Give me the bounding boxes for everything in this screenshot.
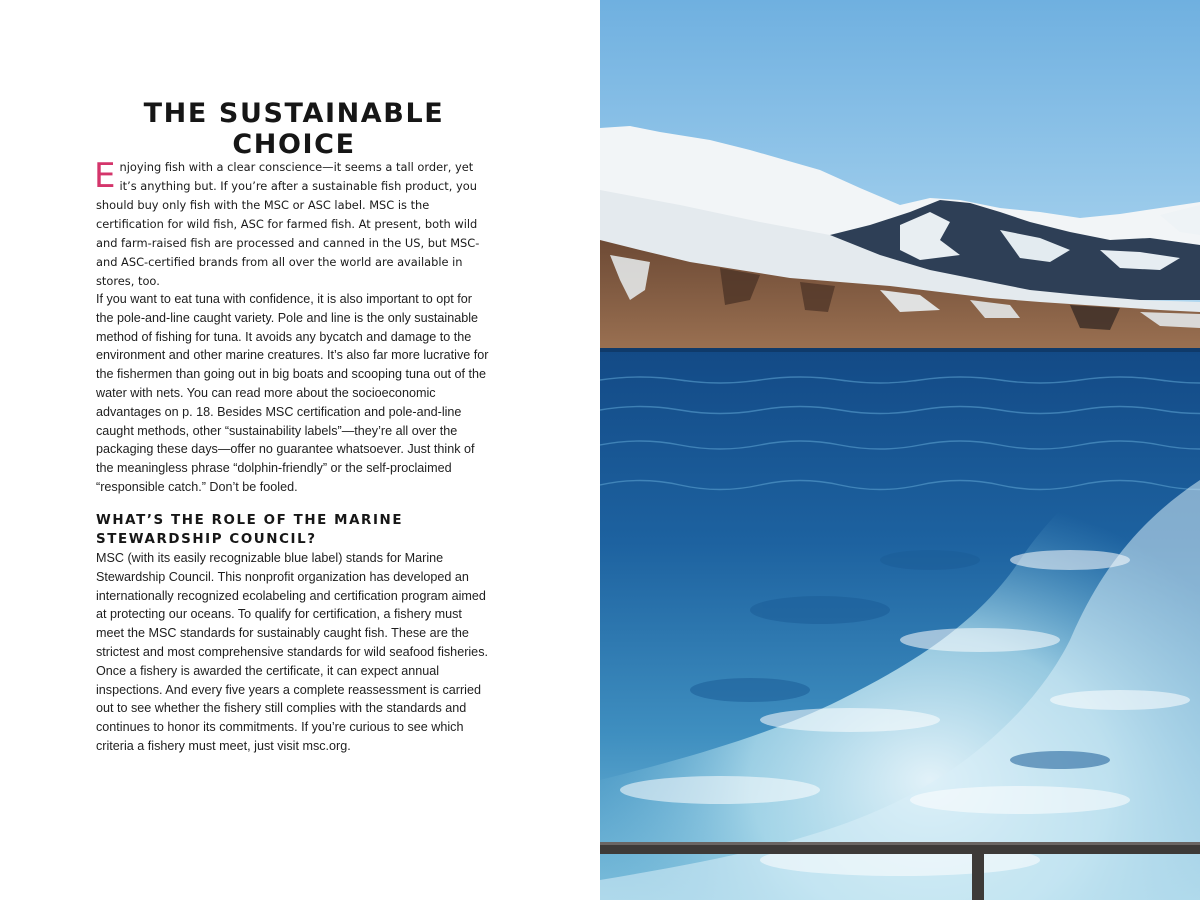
body-paragraph-pole-and-line: If you want to eat tuna with confidence, it is also important to opt for the pole-and-line caught variety. Pole and line is the only sustainable method of fishing for tuna. It avoids any bycatch and damage to the environment and other marine creatures. It’s also far more lucrative for the fishermen than going out in big boats and scooping tuna out of the water with nets. You can read more about the socioeconomic advantages on p. 18. Besides MSC certification and pole-and-line caught methods, other “sustainability labels”—they’re all over the packaging these days—offer no guarantee whatsoever. Just think of the meaningless phrase “dolphin-friendly” or the self-proclaimed “responsible catch.” Don’t be fooled. xyxy=(96,292,489,494)
intro-text: njoying fish with a clear conscience—it seems a tall order, yet it’s anything but. If you’re after a sustainable fish product, you should buy only fish with the MSC or ASC label. MSC is the certification for wild fish, ASC for farmed fish. At present, both wild and farm-raised fish are processed and canned in the US, but MSC- and ASC-certified brands from all over the world are available in stores, too. xyxy=(96,160,480,288)
sea-photo xyxy=(600,0,1200,900)
body-paragraph-msc: MSC (with its easily recognizable blue label) stands for Marine Stewardship Council. This nonprofit organization has developed an internationally recognized ecolabeling and certification program aimed at protecting our oceans. To qualify for certification, a fishery must meet the MSC standards for sustainably caught fish. These are the strictest and most comprehensive standards for wild seafood fisheries. Once a fishery is awarded the certificate, it can expect annual inspections. And every five years a complete reassessment is carried out to see whether the fishery still complies with the standards and continues to honor its commitments. If you’re curious to see which criteria a fishery must meet, just visit msc.org. xyxy=(96,551,488,753)
page-title: THE SUSTAINABLE CHOICE xyxy=(143,98,445,160)
section-subheading: WHAT’S THE ROLE OF THE MARINE STEWARDSHIP COUNCIL? xyxy=(96,513,404,547)
intro-paragraph xyxy=(96,158,488,291)
sea-landscape-illustration xyxy=(600,0,1200,900)
drop-cap: E xyxy=(94,156,116,196)
